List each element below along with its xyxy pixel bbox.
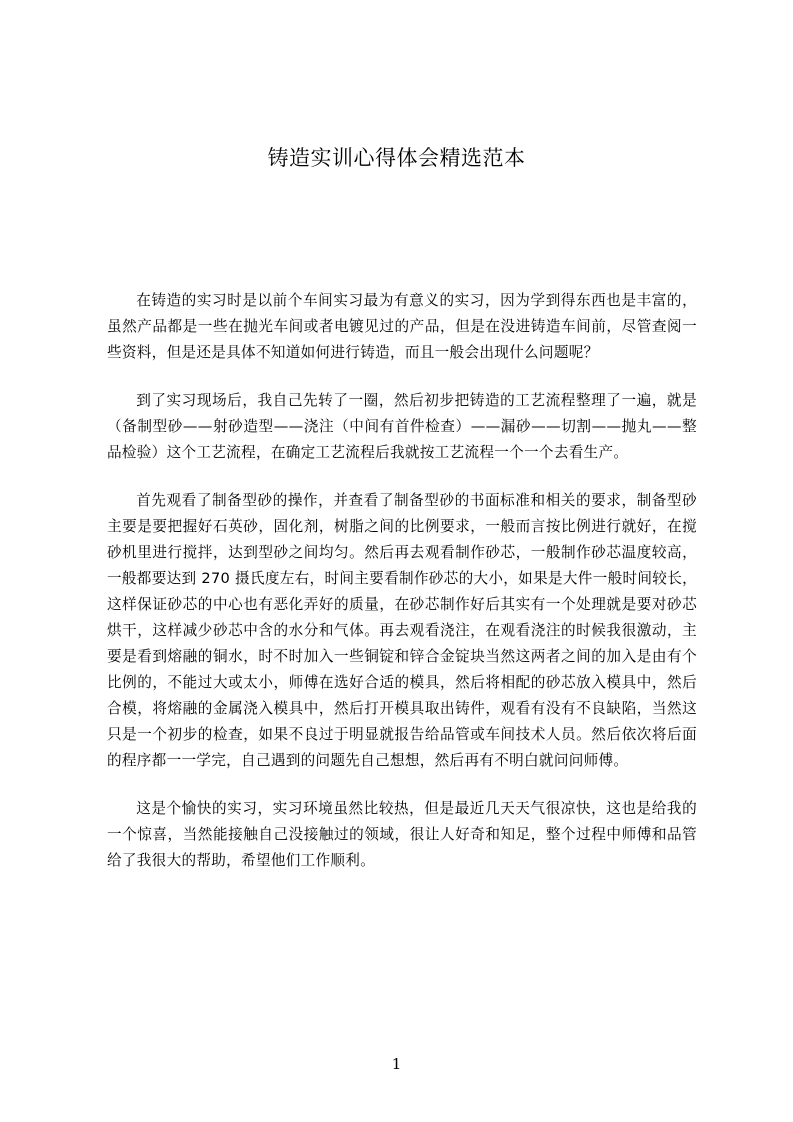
page-title: 铸造实训心得体会精选范本: [267, 146, 526, 170]
paragraph-1: 在铸造的实习时是以前个车间实习最为有意义的实习，因为学到得东西也是丰富的，虽然产品都是一些在抛光车间或者电镀见过的产品，但是在没进铸造车间前，尽管查阅一些资料，但是还是具体不知道如何进行铸造，而且一般会出现什么问题呢？: [107, 292, 697, 361]
page-number: 1: [391, 1055, 402, 1073]
paragraph-3: 首先观看了制备型砂的操作，并查看了制备型砂的书面标准和相关的要求，制备型砂主要是要把握好石英砂，固化剂，树脂之间的比例要求，一般而言按比例进行就好，在搅砂机里进行搅拌，达到型砂之间均匀。然后再去观看制作砂芯，一般制作砂芯温度较高，一般都要达到 270 摄氏度左右，时间主要看制作砂芯的大小，如果是大件一般时间较长，这样保证砂芯的中心也有恶化弄好的质量，在砂芯制作好后其实有一个处理就是要对砂芯烘干，这样减少砂芯中含的水分和气体。再去观看浇注，在观看浇注的时候我很激动，主要是看到熔融的铜水，时不时加入一些铜锭和锌合金锭块当然这两者之间的加入是由有个比例的，不能过大或太小，师傅在选好合适的模具，然后将相配的砂芯放入模具中，然后合模，将熔融的金属浇入模具中，然后打开模具取出铸件，观看有没有不良缺陷，当然这只是一个初步的检查，如果不良过于明显就报告给品管或车间技术人员。然后依次将后面的程序都一一学完，自己遇到的问题先自己想想，然后再有不明白就问问师傅。: [107, 492, 697, 769]
paragraph-2: 到了实习现场后，我自己先转了一圈，然后初步把铸造的工艺流程整理了一遍，就是（备制型砂——射砂造型——浇注（中间有首件检查）——漏砂——切割——抛丸——整品检验）这个工艺流程，在确定工艺流程后我就按工艺流程一个一个去看生产。: [107, 392, 697, 461]
body-text: [107, 288, 697, 896]
paragraph-4: 这是个愉快的实习，实习环境虽然比较热，但是最近几天天气很凉快，这也是给我的一个惊喜，当然能接触自己没接触过的领域，很让人好奇和知足，整个过程中师傅和品管给了我很大的帮助，希望他们工作顺利。: [107, 800, 697, 869]
